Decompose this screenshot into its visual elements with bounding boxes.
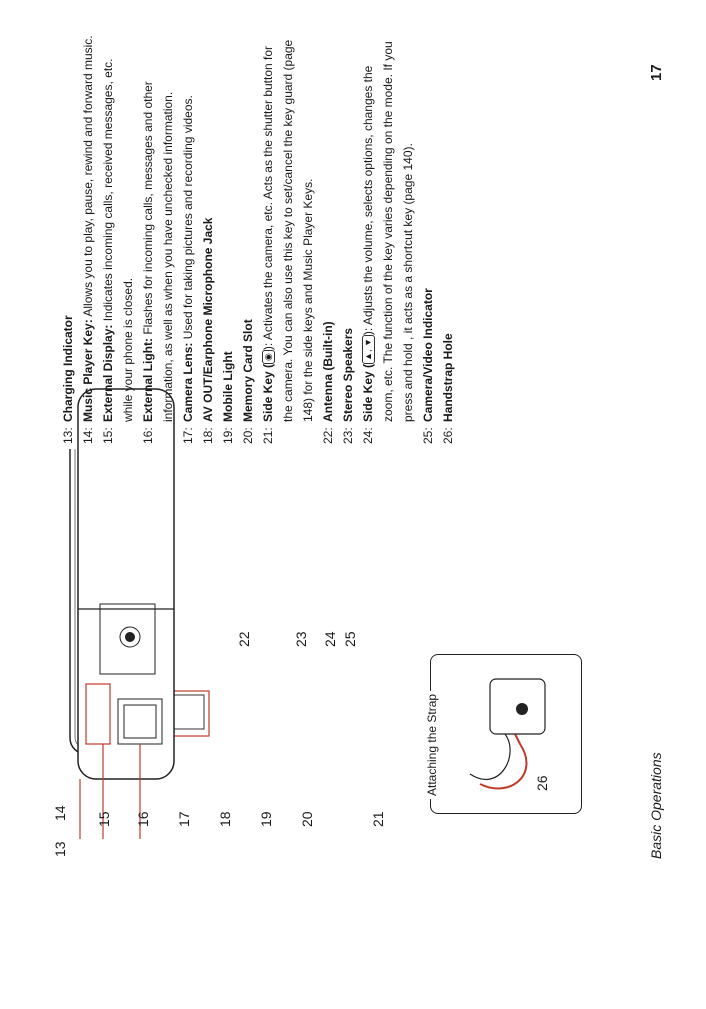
list-item: 26: Handstrap Hole <box>441 333 455 444</box>
callout-22: 22 <box>236 631 252 647</box>
callout-26: 26 <box>534 775 550 791</box>
list-item: 23: Stereo Speakers <box>341 327 355 444</box>
callout-19: 19 <box>258 811 274 827</box>
list-item: 14: Music Player Key: Allows you to play, pause, rewind and forward music. <box>81 35 95 444</box>
callout-17: 17 <box>176 811 192 827</box>
callout-23: 23 <box>293 631 309 647</box>
strap-illustration <box>450 664 570 804</box>
callout-15: 15 <box>96 811 112 827</box>
list-item: 20: Memory Card Slot <box>241 319 255 444</box>
camera-key-icon: ◉ <box>262 350 275 364</box>
callout-16: 16 <box>135 811 151 827</box>
callout-25: 25 <box>342 631 358 647</box>
page-number: 17 <box>648 64 665 81</box>
list-item: 17: Camera Lens: Used for taking pictures and recording videos. <box>181 95 195 444</box>
callout-18: 18 <box>217 811 233 827</box>
callout-24: 24 <box>322 631 338 647</box>
section-footer: Basic Operations <box>648 752 664 859</box>
list-item: 22: Antenna (Built-in) <box>321 321 335 444</box>
list-item: 25: Camera/Video Indicator <box>421 288 435 444</box>
callout-13: 13 <box>52 841 68 857</box>
callout-20: 20 <box>299 811 315 827</box>
list-item: 16: External Light: Flashes for incoming calls, messages and other information, as well as when you have unchecked information. <box>141 81 175 444</box>
callout-14: 14 <box>52 805 68 821</box>
volume-key-icon: ▲, ▼ <box>362 335 375 364</box>
callout-21: 21 <box>370 811 386 827</box>
strap-inset-title: Attaching the Strap <box>425 691 439 799</box>
list-item: 13: Charging Indicator <box>61 315 75 444</box>
list-item: 19: Mobile Light <box>221 351 235 444</box>
list-item: 24: Side Key (▲, ▼): Adjusts the volume, selects options, changes the zoom, etc. The function of the key varies depending on the mode. If you press and hold , it acts as a shortcut key (page 140). <box>361 41 415 444</box>
parts-list <box>58 34 458 444</box>
list-item: 15: External Display: Indicates incoming calls, received messages, etc. while your phone is closed. <box>101 58 135 444</box>
list-item: 21: Side Key (◉): Activates the camera, etc. Acts as the shutter button for the camera. You can also use this key to set/cancel the key guard (page 148) for the side keys and Music Player Keys. <box>261 39 315 444</box>
list-item: 18: AV OUT/Earphone Microphone Jack <box>201 217 215 444</box>
